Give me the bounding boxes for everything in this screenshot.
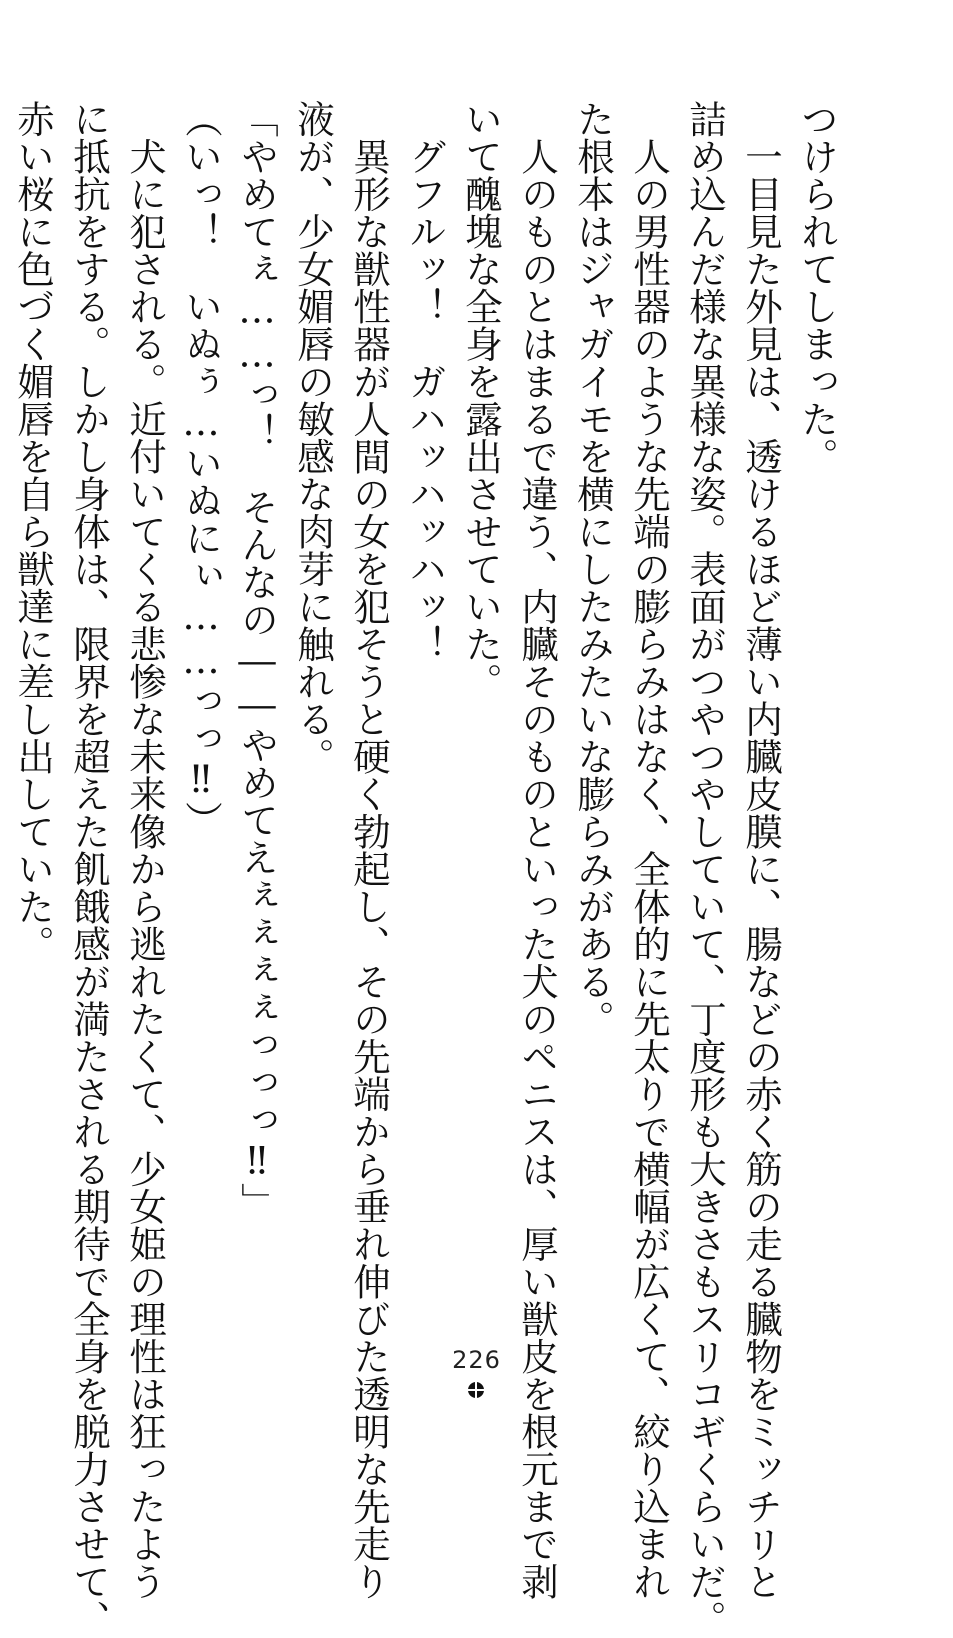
text-line: グフルッ！ ガハッハッハッ！ [403,100,447,663]
text-line: 赤い桜に色づく媚唇を自ら獣達に差し出していた。 [11,100,55,963]
text-line: 人の男性器のような先端の膨らみはなく、全体的に先太りで横幅が広くて、絞り込まれ [627,100,671,1600]
text-line [0,100,5,1310]
text-line: た根本はジャガイモを横にしたみたいな膨らみがある。 [571,100,615,1038]
page-mark-icon [468,1382,484,1398]
text-line: いて醜塊な全身を露出させていた。 [459,100,503,700]
text-line: つけられてしまった。 [795,100,839,475]
text-line: 人のものとはまるで違う、内臓そのものといった犬のペニスは、厚い獣皮を根元まで剥 [515,100,559,1600]
text-line: に抵抗をする。しかし身体は、限界を超えた飢餓感が満たされる期待で全身を脱力させて、 [67,100,111,1638]
page-number: 226 [452,1346,501,1374]
text-line: 詰め込んだ様な異様な姿。表面がつやつやしていて、丁度形も大きさもスリコギくらいだ。 [683,100,727,1638]
text-line: 一目見た外見は、透けるほど薄い内臓皮膜に、腸などの赤く筋の走る臓物をミッチリと [739,100,783,1600]
text-line: 異形な獣性器が人間の女を犯そうと硬く勃起し、その先端から垂れ伸びた透明な先走り [347,100,391,1600]
text-line: 液が、少女媚唇の敏感な肉芽に触れる。 [291,100,335,775]
text-line: 「やめてぇ……っ！ そんなの――やめてえぇぇぇぇっっっ‼」 [235,100,279,1220]
text-line: （いっ！ いぬぅ…いぬにぃ……っっ‼） [179,100,223,839]
text-line: 犬に犯される。近付いてくる悲惨な未来像から逃れたくて、少女姫の理性は狂ったよう [123,100,167,1600]
